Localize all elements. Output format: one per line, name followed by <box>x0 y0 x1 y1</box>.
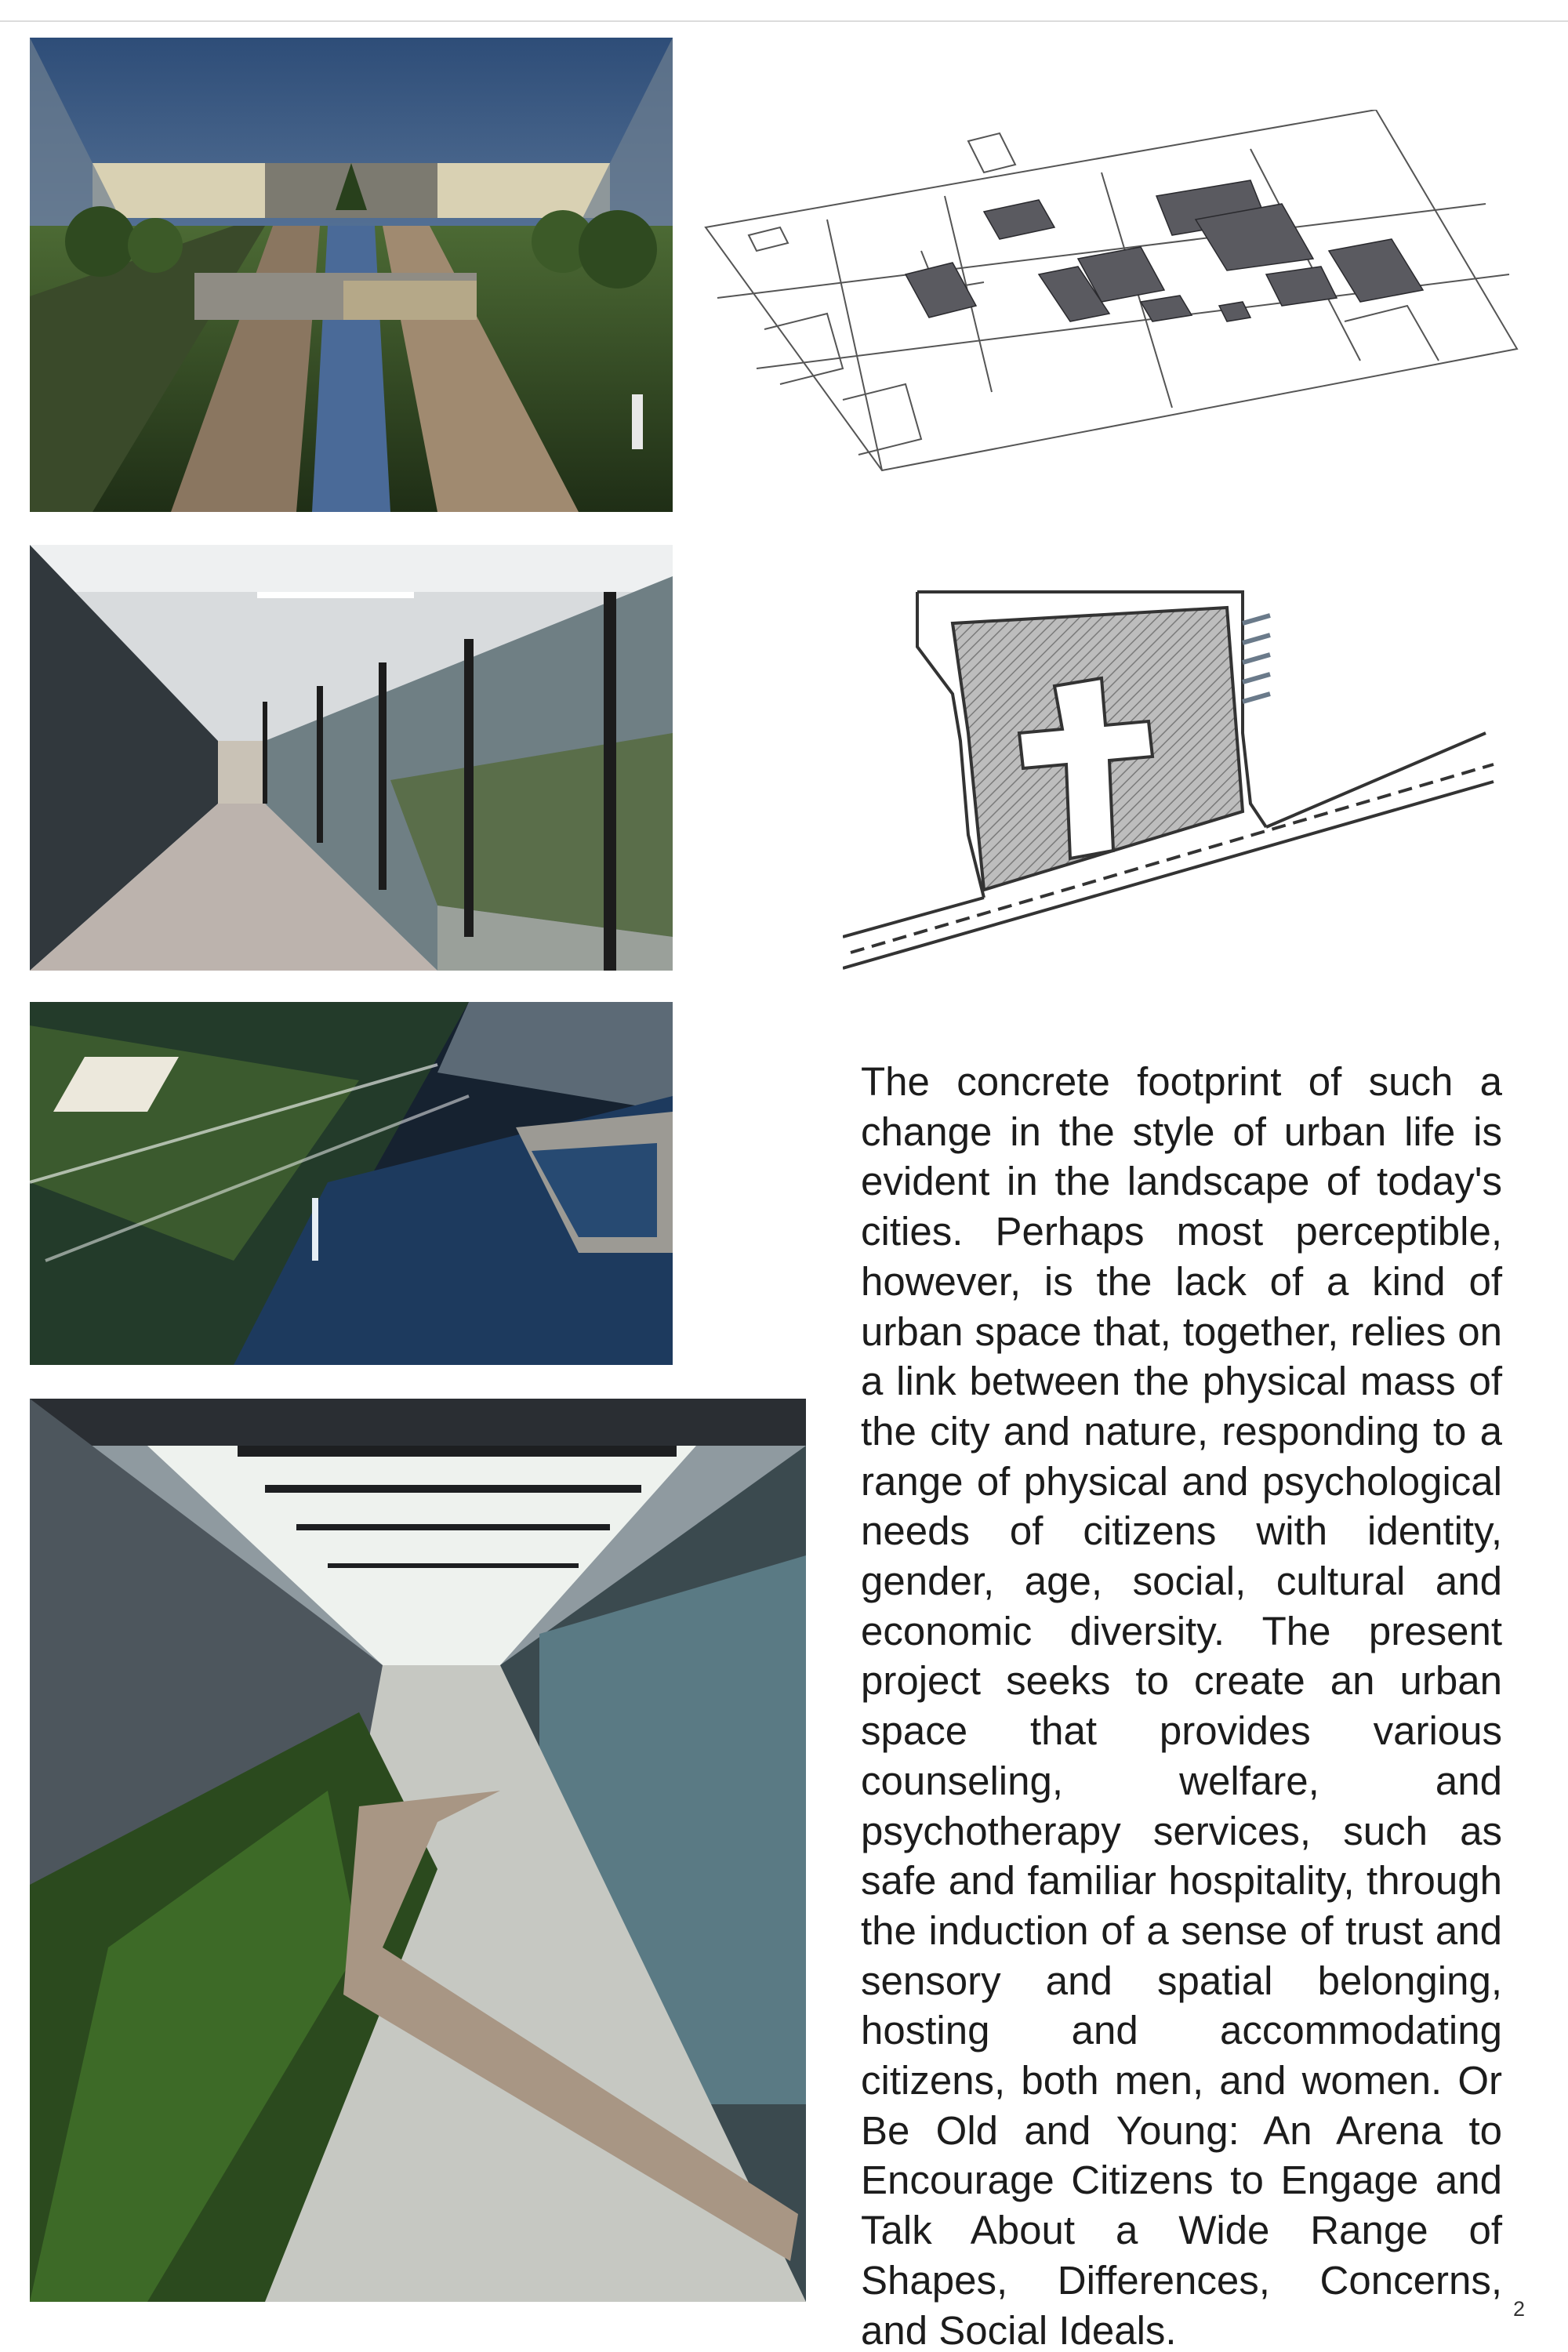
green-atrium-photo <box>30 1399 806 2302</box>
page-number: 2 <box>1513 2297 1526 2321</box>
courtyard-render-photo <box>30 38 673 512</box>
site-plan-footprint <box>843 576 1509 992</box>
water-garden-photo <box>30 1002 673 1365</box>
body-paragraph: The concrete footprint of such a change in the style of urban life is evident in the landscape of today's cities. Perhaps most perceptible, however, is the lack of a kind of urban space that, together, relies on a link between the physical mass of the city and nature, responding to a range of physical and psychological needs of citizens with identity, gender, age, social, cultural and economic diversity. The present project seeks to create an urban space that provides various counseling, welfare, and psychotherapy services, such as safe and familiar hospitality, through the induction of a sense of trust and sensory and spatial belonging, hosting and accommodating citizens, both men, and women. Or Be Old and Young: An Arena to Encourage Citizens to Engage and Talk About a Wide Range of Shapes, Differences, Concerns, and Social Ideals. <box>861 1059 1502 2352</box>
top-rule <box>0 20 1568 22</box>
glass-corridor-photo <box>30 545 673 971</box>
axonometric-site-plan <box>702 110 1525 478</box>
